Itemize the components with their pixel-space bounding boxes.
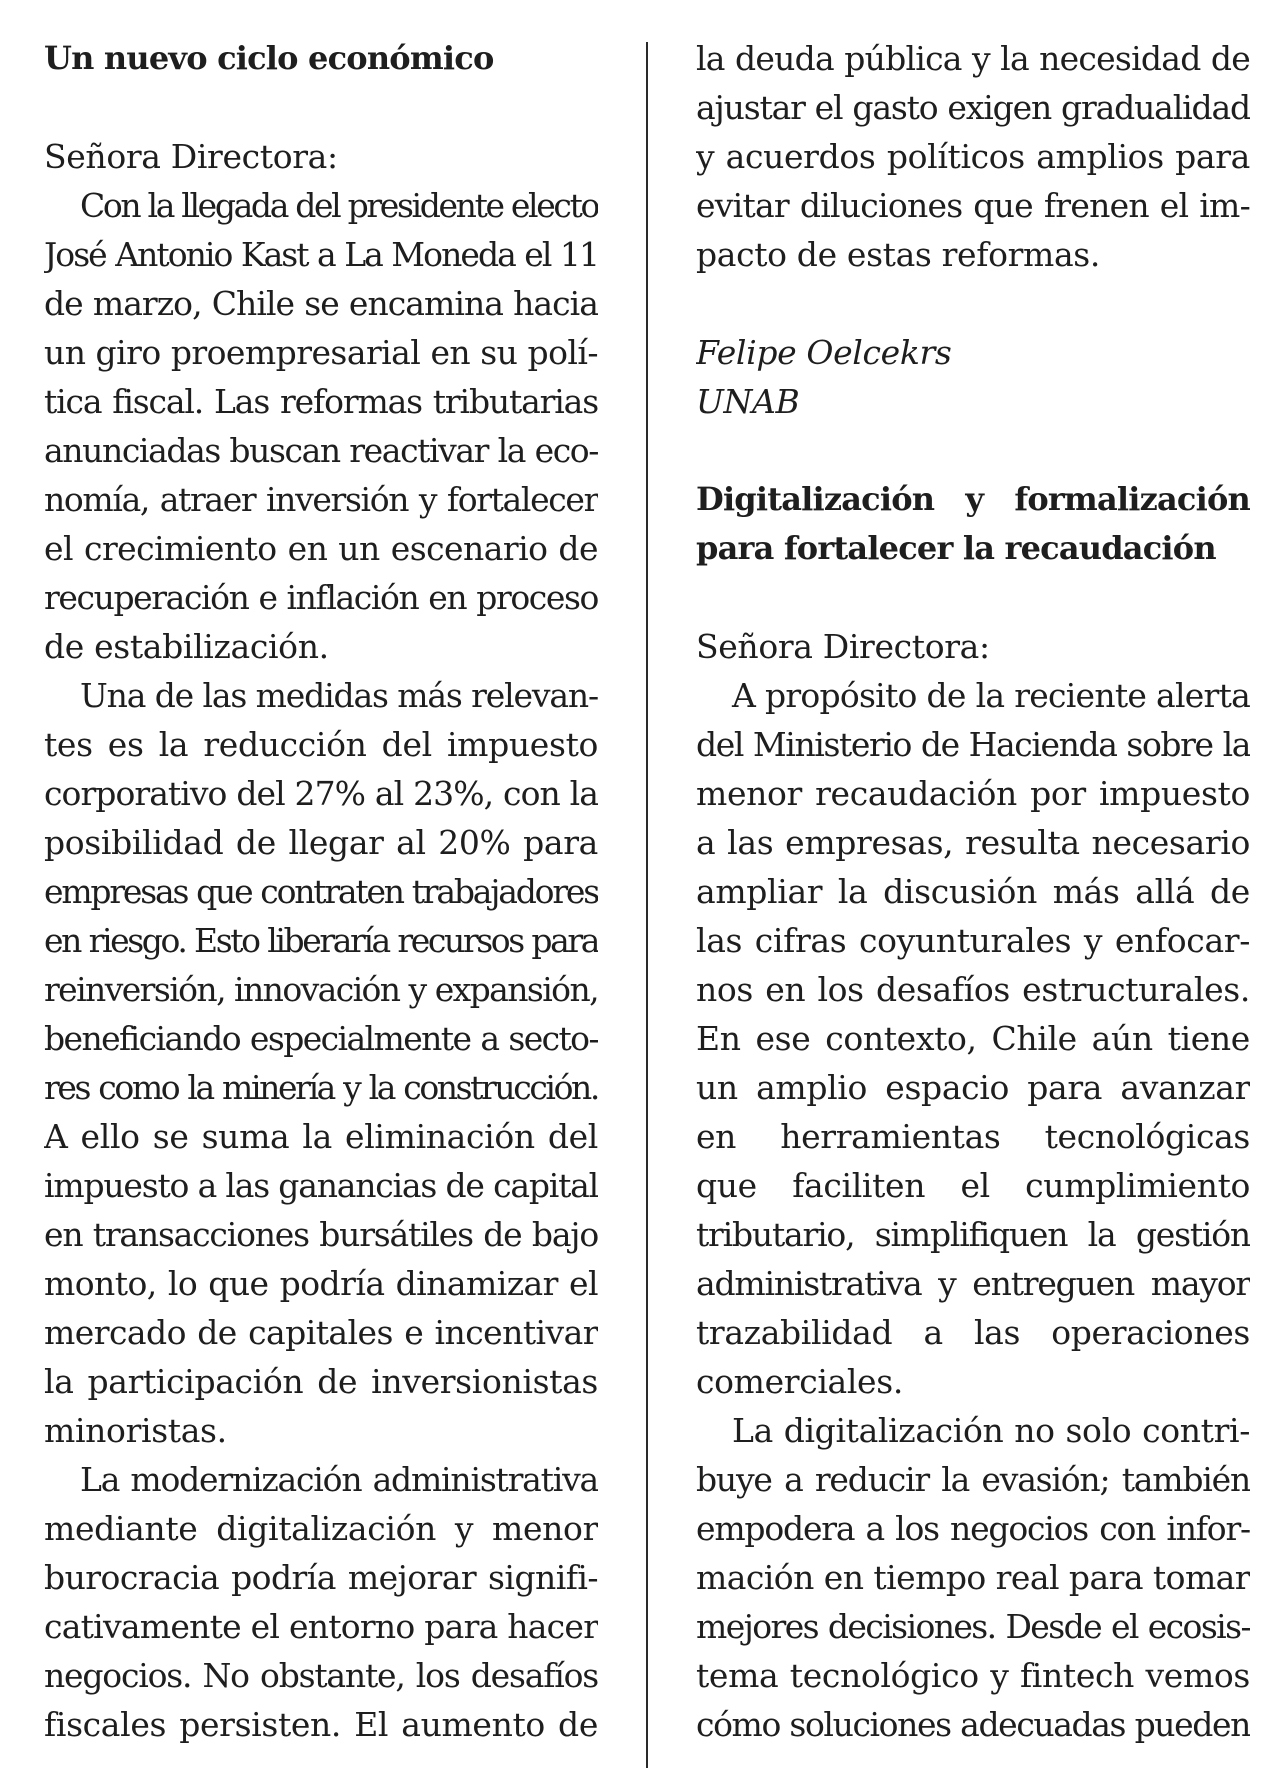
text-line: de marzo, Chile se encamina hacia <box>44 284 598 323</box>
text-line: monto, lo que podría dinamizar el <box>44 1264 598 1303</box>
text-line: evitar diluciones que frenen el im- <box>696 186 1250 225</box>
text-line: La digitalización no solo contri- <box>732 1411 1250 1450</box>
text-line: mación en tiempo real para tomar <box>696 1558 1250 1597</box>
text-line: A propósito de la reciente alerta <box>732 676 1250 715</box>
paragraph <box>696 1406 1250 1749</box>
text-line: Con la llegada del presidente electo <box>80 186 598 225</box>
text-line: ajustar el gasto exigen gradualidad <box>696 88 1250 127</box>
text-line: mercado de capitales e incentivar <box>44 1313 598 1352</box>
text-line: un giro proempresarial en su polí- <box>44 333 598 372</box>
text-line: mediante digitalización y menor <box>44 1509 598 1548</box>
text-line: trazabilidad a las operaciones <box>696 1313 1250 1352</box>
text-line: cativamente el entorno para hacer <box>44 1607 598 1646</box>
text-line: tema tecnológico y fintech vemos <box>696 1656 1250 1695</box>
text-line: que faciliten el cumplimiento <box>696 1166 1250 1205</box>
spacer <box>696 573 1250 622</box>
text-line: de estabilización. <box>44 627 329 666</box>
text-line: en riesgo. Esto liberaría recursos para <box>44 921 598 960</box>
continued-paragraph <box>696 34 1250 279</box>
text-line: anunciadas buscan reactivar la eco- <box>44 431 598 470</box>
text-line: la deuda pública y la necesidad de <box>696 39 1250 78</box>
text-line: cómo soluciones adecuadas pueden <box>696 1705 1250 1744</box>
letter-heading-line: para fortalecer la recaudación <box>696 529 1216 567</box>
paragraph <box>44 1455 598 1749</box>
column-divider <box>646 42 648 1768</box>
text-line: minoristas. <box>44 1411 227 1450</box>
text-line: buye a reducir la evasión; también <box>696 1460 1250 1499</box>
paragraph <box>44 671 598 1455</box>
text-line: empodera a los negocios con infor- <box>696 1509 1250 1548</box>
text-line: administrativa y entreguen mayor <box>696 1264 1250 1303</box>
salutation: Señora Directora: <box>44 137 338 176</box>
text-line: corporativo del 27% al 23%, con la <box>44 774 598 813</box>
text-line: En ese contexto, Chile aún tiene <box>696 1019 1250 1058</box>
paragraph <box>44 181 598 671</box>
text-line: empresas que contraten trabajadores <box>44 872 598 911</box>
spacer <box>696 426 1250 475</box>
text-line: tes es la reducción del impuesto <box>44 725 598 764</box>
text-line: recuperación e inflación en proceso <box>44 578 598 617</box>
right-column <box>696 34 1250 1749</box>
text-line: las cifras coyunturales y enfocar- <box>696 921 1250 960</box>
text-line: pacto de estas reformas. <box>696 235 1101 274</box>
text-line: y acuerdos políticos amplios para <box>696 137 1250 176</box>
text-line: mejores decisiones. Desde el ecosis- <box>696 1607 1250 1646</box>
text-line: a las empresas, resulta necesario <box>696 823 1250 862</box>
text-line: comerciales. <box>696 1362 903 1401</box>
text-line: el crecimiento en un escenario de <box>44 529 598 568</box>
text-line: la participación de inversionistas <box>44 1362 598 1401</box>
left-column <box>44 34 598 1749</box>
text-line: nos en los desafíos estructurales. <box>696 970 1250 1009</box>
text-line: menor recaudación por impuesto <box>696 774 1250 813</box>
text-line: en transacciones bursátiles de bajo <box>44 1215 598 1254</box>
text-line: La modernización administrativa <box>80 1460 598 1499</box>
text-line: José Antonio Kast a La Moneda el 11 <box>44 235 598 274</box>
text-line: posibilidad de llegar al 20% para <box>44 823 598 862</box>
text-line: A ello se suma la eliminación del <box>44 1117 598 1156</box>
salutation: Señora Directora: <box>696 627 990 666</box>
text-line: fiscales persisten. El aumento de <box>44 1705 598 1744</box>
text-line: en herramientas tecnológicas <box>696 1117 1250 1156</box>
text-line: tributario, simplifiquen la gestión <box>696 1215 1250 1254</box>
text-line: nomía, atraer inversión y fortalecer <box>44 480 598 519</box>
letter-heading: Un nuevo ciclo económico <box>44 39 494 77</box>
signature-affiliation: UNAB <box>696 382 800 421</box>
spacer <box>696 279 1250 328</box>
letter-heading-line: Digitalización y formalización <box>696 480 1250 518</box>
text-line: burocracia podría mejorar signifi- <box>44 1558 598 1597</box>
text-line: del Ministerio de Hacienda sobre la <box>696 725 1250 764</box>
signature-name: Felipe Oelcekrs <box>696 333 952 372</box>
text-line: impuesto a las ganancias de capital <box>44 1166 598 1205</box>
text-line: un amplio espacio para avanzar <box>696 1068 1250 1107</box>
text-line: Una de las medidas más relevan- <box>80 676 598 715</box>
text-line: reinversión, innovación y expansión, <box>44 970 598 1009</box>
text-line: beneficiando especialmente a secto- <box>44 1019 598 1058</box>
paragraph <box>696 671 1250 1406</box>
text-line: res como la minería y la construcción. <box>44 1068 598 1107</box>
spacer <box>44 83 598 132</box>
text-line: negocios. No obstante, los desafíos <box>44 1656 598 1695</box>
text-line: tica fiscal. Las reformas tributarias <box>44 382 598 421</box>
text-line: ampliar la discusión más allá de <box>696 872 1250 911</box>
